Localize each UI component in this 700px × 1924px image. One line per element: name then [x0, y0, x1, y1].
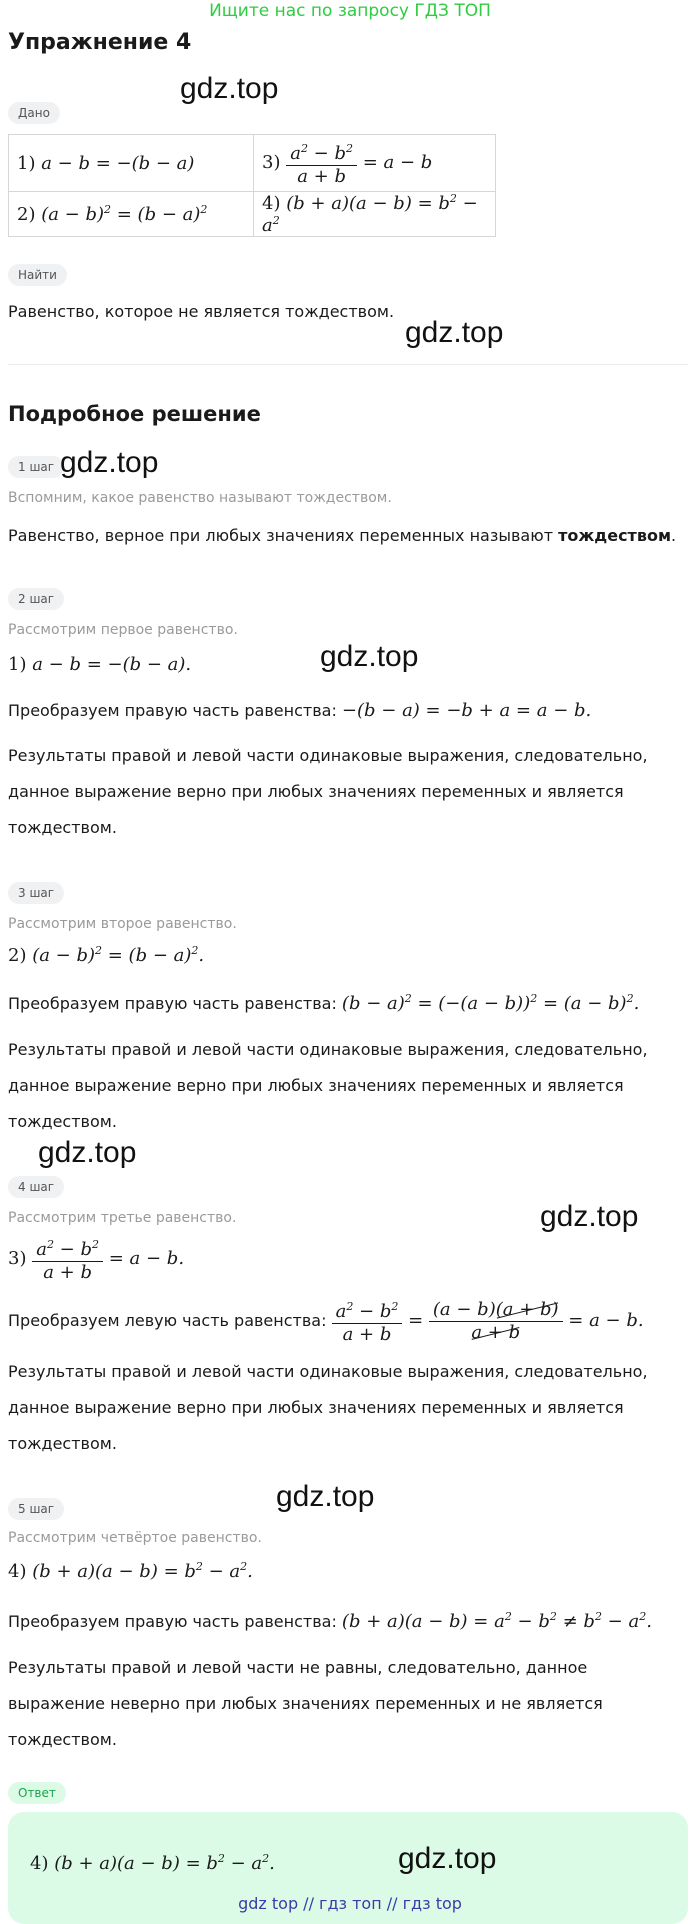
footer-links[interactable]: gdz top // гдз топ // гдз top [238, 1894, 462, 1913]
given-badge: Дано [8, 102, 60, 124]
step-3-transform: Преобразуем правую часть равенства: $(b - a)^2 = (-(a - b))^2 = (a - b)^2$. [8, 992, 640, 1014]
watermark: gdz.top [320, 640, 419, 673]
watermark: gdz.top [405, 316, 504, 349]
step-2-conclusion-3: тождеством. [8, 818, 117, 837]
step-1-definition: Равенство, верное при любых значениях переменных называют тождеством. [8, 526, 677, 545]
page-title: Упражнение 4 [8, 30, 192, 55]
step-2-transform: Преобразуем правую часть равенства: −(b − a) = −b + a = a − b. [8, 700, 592, 721]
step-3-badge: 3 шаг [8, 882, 64, 904]
answer-badge: Ответ [8, 1782, 66, 1804]
equation-1: 1) a − b = −(b − a) [9, 135, 254, 192]
watermark: gdz.top [38, 1136, 137, 1169]
step-2-intro: Рассмотрим первое равенство. [8, 622, 238, 638]
divider [8, 364, 688, 365]
watermark: gdz.top [180, 72, 279, 105]
step-4-conclusion-2: данное выражение верно при любых значениях переменных и является [8, 1398, 624, 1417]
watermark: gdz.top [60, 446, 159, 479]
step-2-badge: 2 шаг [8, 588, 64, 610]
solution-title: Подробное решение [8, 402, 261, 426]
step-4-transform: Преобразуем левую часть равенства: $\frac{a^2 - b^2}{a + b}$ = $\frac{(a - b)(a + b)}{a + b}$ = a − b. [8, 1296, 644, 1346]
step-3-conclusion-2: данное выражение верно при любых значениях переменных и является [8, 1076, 624, 1095]
step-4-conclusion-1: Результаты правой и левой части одинаковые выражения, следовательно, [8, 1362, 648, 1381]
step-1-badge: 1 шаг [8, 456, 64, 478]
step-4-equation: 3) $\frac{a^2 - b^2}{a + b}$ = a − b. [8, 1234, 184, 1284]
watermark: gdz.top [540, 1200, 639, 1233]
equation-4: 4) $(b + a)(a - b) = b^2 - a^2$ [254, 192, 496, 237]
equation-2: 2) $(a - b)^2 = (b - a)^2$ [9, 192, 254, 237]
step-4-badge: 4 шаг [8, 1176, 64, 1198]
step-5-badge: 5 шаг [8, 1498, 64, 1520]
step-5-transform: Преобразуем правую часть равенства: $(b + a)(a - b) = a^2 - b^2 \ne b^2 - a^2$. [8, 1610, 652, 1632]
step-5-intro: Рассмотрим четвёртое равенство. [8, 1530, 262, 1546]
find-badge: Найти [8, 264, 67, 286]
find-text: Равенство, которое не является тождеством. [8, 302, 395, 321]
step-3-conclusion-3: тождеством. [8, 1112, 117, 1131]
step-3-equation: 2) $(a - b)^2 = (b - a)^2$. [8, 944, 205, 966]
step-5-conclusion-2: выражение неверно при любых значениях переменных и не является [8, 1694, 603, 1713]
watermark: gdz.top [398, 1842, 497, 1875]
step-4-conclusion-3: тождеством. [8, 1434, 117, 1453]
step-2-equation: 1) a − b = −(b − a). [8, 654, 192, 675]
step-3-intro: Рассмотрим второе равенство. [8, 916, 237, 932]
answer-equation: 4) $(b + a)(a - b) = b^2 - a^2$. [30, 1852, 275, 1874]
step-3-conclusion-1: Результаты правой и левой части одинаковые выражения, следовательно, [8, 1040, 648, 1059]
step-5-conclusion-1: Результаты правой и левой части не равны, следовательно, данное [8, 1658, 588, 1677]
step-2-conclusion-2: данное выражение верно при любых значениях переменных и является [8, 782, 624, 801]
step-5-equation: 4) $(b + a)(a - b) = b^2 - a^2$. [8, 1560, 253, 1582]
step-4-intro: Рассмотрим третье равенство. [8, 1210, 237, 1226]
step-2-conclusion-1: Результаты правой и левой части одинаковые выражения, следовательно, [8, 746, 648, 765]
step-1-intro: Вспомним, какое равенство называют тождеством. [8, 490, 392, 506]
given-table [8, 134, 496, 237]
equation-3: 3) $\frac{a^2 - b^2}{a + b}$ = a − b [254, 135, 496, 192]
step-5-conclusion-3: тождеством. [8, 1730, 117, 1749]
watermark: gdz.top [276, 1480, 375, 1513]
top-banner: Ищите нас по запросу ГДЗ ТОП [209, 1, 491, 21]
